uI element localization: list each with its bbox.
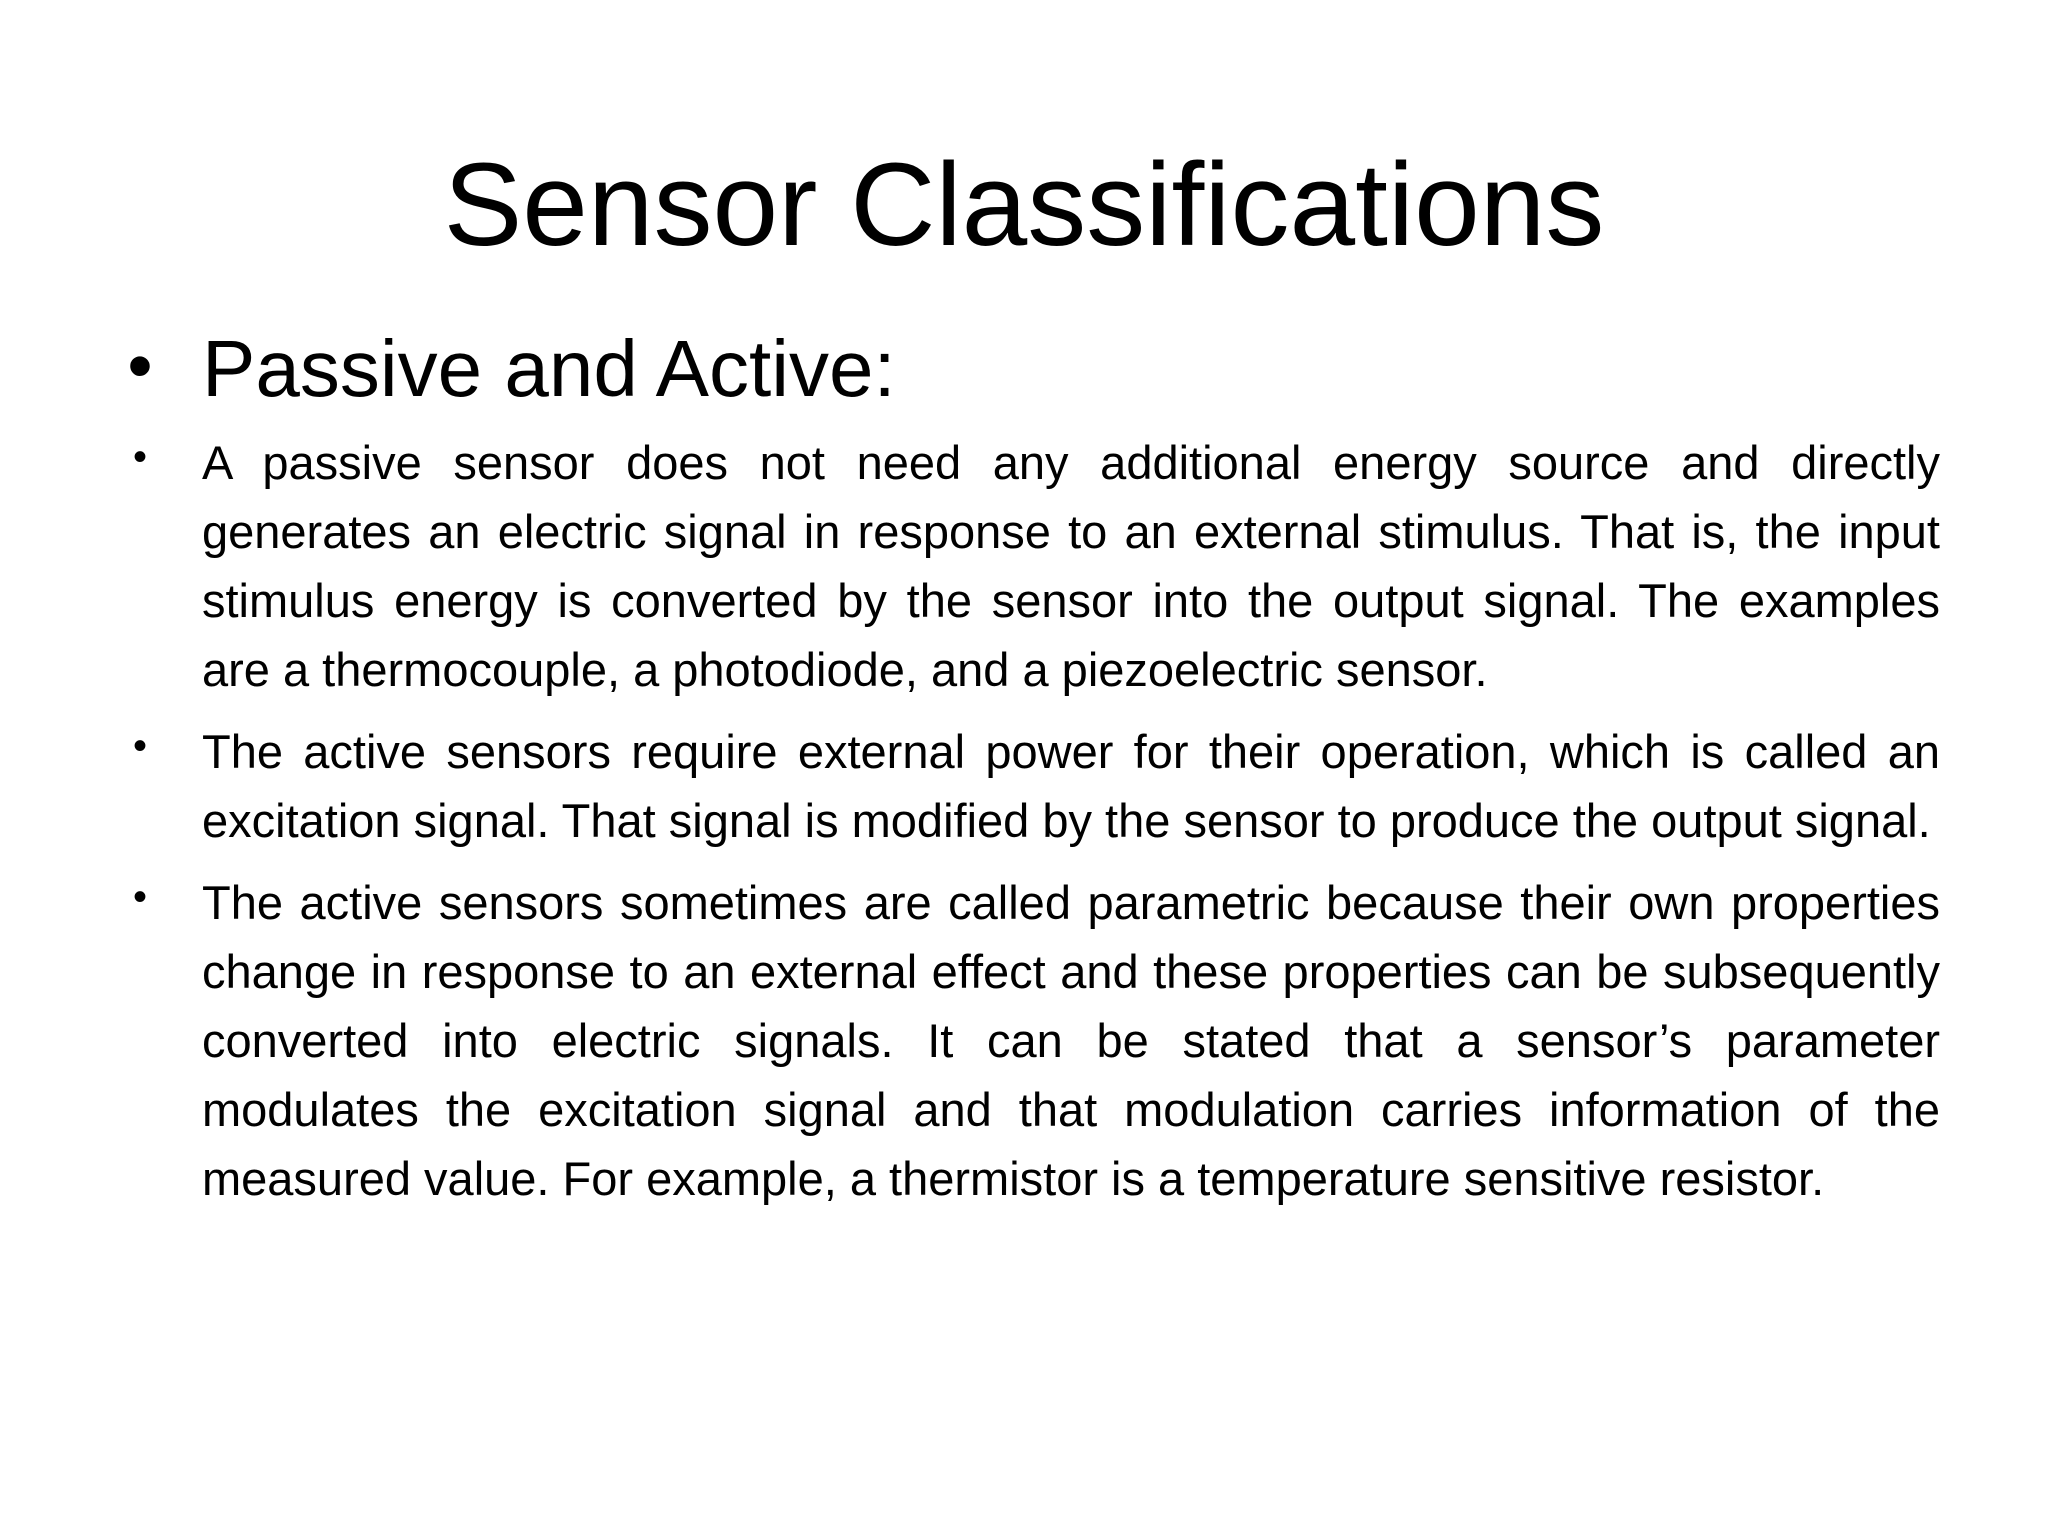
bullet-point-icon: •: [132, 724, 147, 768]
bullet-list: [120, 320, 1940, 1226]
bullet-point-icon: •: [127, 326, 153, 406]
bullet-paragraph-text: A passive sensor does not need any additional energy source and directly generates an electric signal in response to an external stimulus. That is, the input stimulus energy is converted by the sensor into the output signal. The examples are a thermocouple, a photodiode, and a piezoelectric sensor.: [202, 436, 1940, 696]
bullet-heading-item: [120, 320, 1940, 418]
bullet-point-icon: •: [132, 875, 147, 919]
bullet-heading-text: Passive and Active:: [202, 324, 896, 413]
bullet-paragraph-active: [120, 717, 1940, 855]
bullet-point-icon: •: [132, 435, 147, 479]
slide-title: Sensor Classifications: [443, 139, 1605, 271]
bullet-paragraph-text: The active sensors require external power for their operation, which is called an excitation signal. That signal is modified by the sensor to produce the output signal.: [202, 725, 1940, 847]
bullet-paragraph-text: The active sensors sometimes are called parametric because their own properties change in response to an external effect and these properties can be subsequently converted into electric signals. It can be stated that a sensor’s parameter modulates the excitation signal and that modulation carries information of the measured value. For example, a thermistor is a temperature sensitive resistor.: [202, 876, 1940, 1205]
bullet-paragraph-passive: [120, 428, 1940, 704]
bullet-paragraph-parametric: [120, 868, 1940, 1213]
